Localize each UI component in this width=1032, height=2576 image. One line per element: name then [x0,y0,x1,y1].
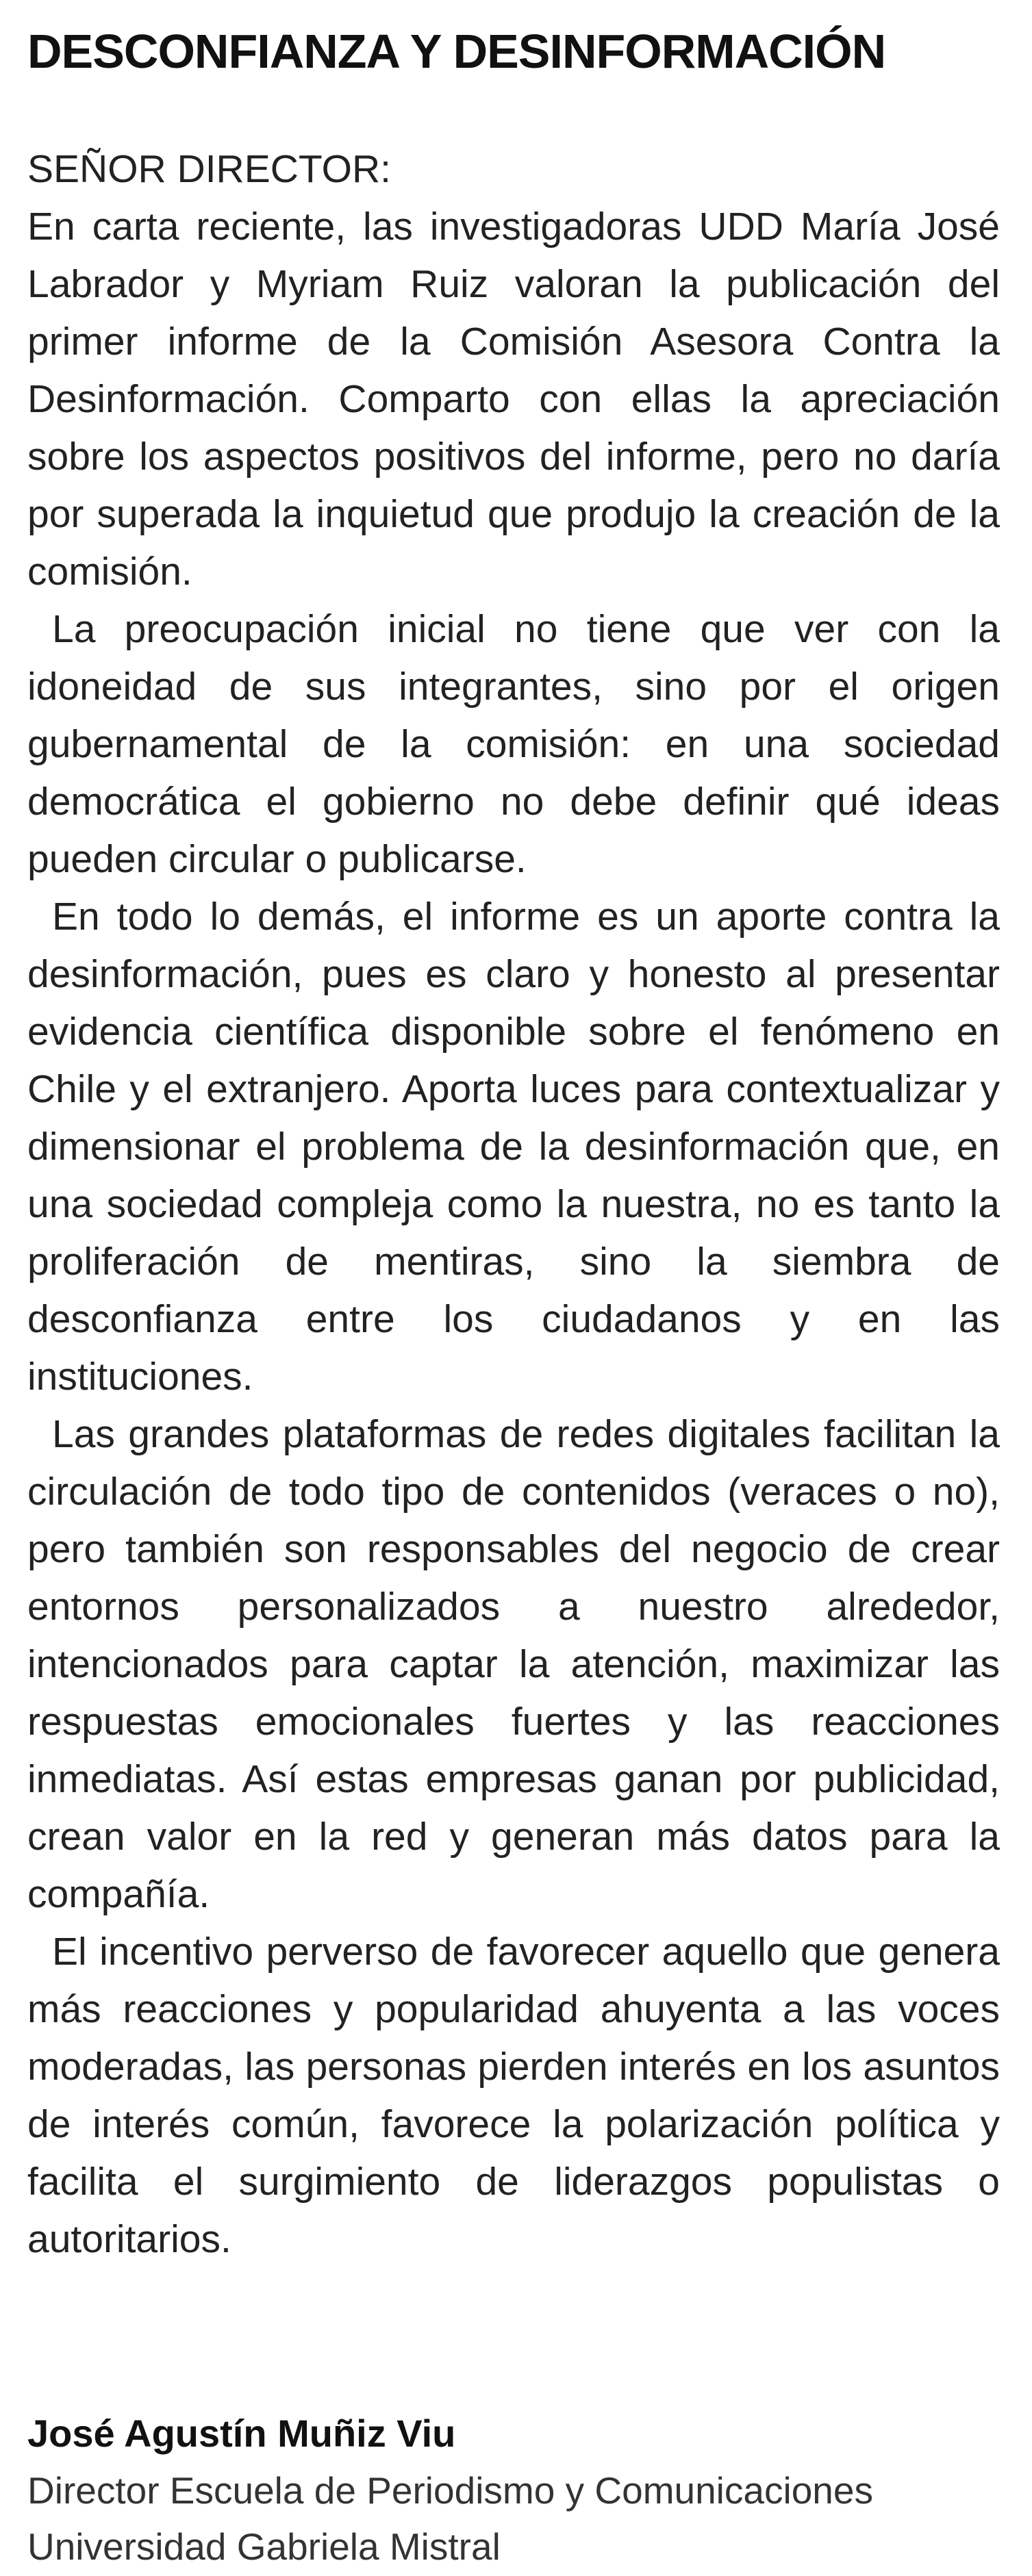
author-name: José Agustín Muñiz Viu [27,2412,456,2455]
letter-to-editor [27,27,1000,2575]
author-title: Director Escuela de Periodismo y Comunicaciones [27,2469,873,2512]
paragraph: Las grandes plataformas de redes digitales facilitan la circulación de todo tipo de contenidos (veraces o no), pero también son responsables del negocio de crear entornos personalizados a nuestro alrededor, intencionados para captar la atención, maximizar las respuestas emocionales fuertes y las reacciones inmediatas. Así estas empresas ganan por publicidad, crean valor en la red y generan más datos para la compañía. [27,1412,1000,1916]
paragraph: En todo lo demás, el informe es un aporte contra la desinformación, pues es claro y honesto al presentar evidencia científica disponible sobre el fenómeno en Chile y el extranjero. Aporta luces para contextualizar y dimensionar el problema de la desinformación que, en una sociedad compleja como la nuestra, no es tanto la proliferación de mentiras, sino la siembra de desconfianza entre los ciudadanos y en las instituciones. [27,895,1000,1399]
paragraph: El incentivo perverso de favorecer aquello que genera más reacciones y popularidad ahuyenta a las voces moderadas, las personas pierden interés en los asuntos de interés común, favorece la polarización política y facilita el surgimiento de liderazgos populistas o autoritarios. [27,1930,1000,2261]
paragraph: La preocupación inicial no tiene que ver con la idoneidad de sus integrantes, sino por el origen gubernamental de la comisión: en una sociedad democrática el gobierno no debe definir qué ideas pueden circular o publicarse. [27,607,1000,881]
signature-block [27,2405,1000,2575]
letter-body [27,198,1000,2268]
headline: DESCONFIANZA Y DESINFORMACIÓN [27,25,886,78]
author-institution: Universidad Gabriela Mistral [27,2525,501,2568]
paragraph: En carta reciente, las investigadoras UDD María José Labrador y Myriam Ruiz valoran la publicación del primer informe de la Comisión Asesora Contra la Desinformación. Comparto con ellas la apreciación sobre los aspectos positivos del informe, pero no daría por superada la inquietud que produjo la creación de la comisión. [27,205,1000,594]
salutation: SEÑOR DIRECTOR: [27,147,392,191]
